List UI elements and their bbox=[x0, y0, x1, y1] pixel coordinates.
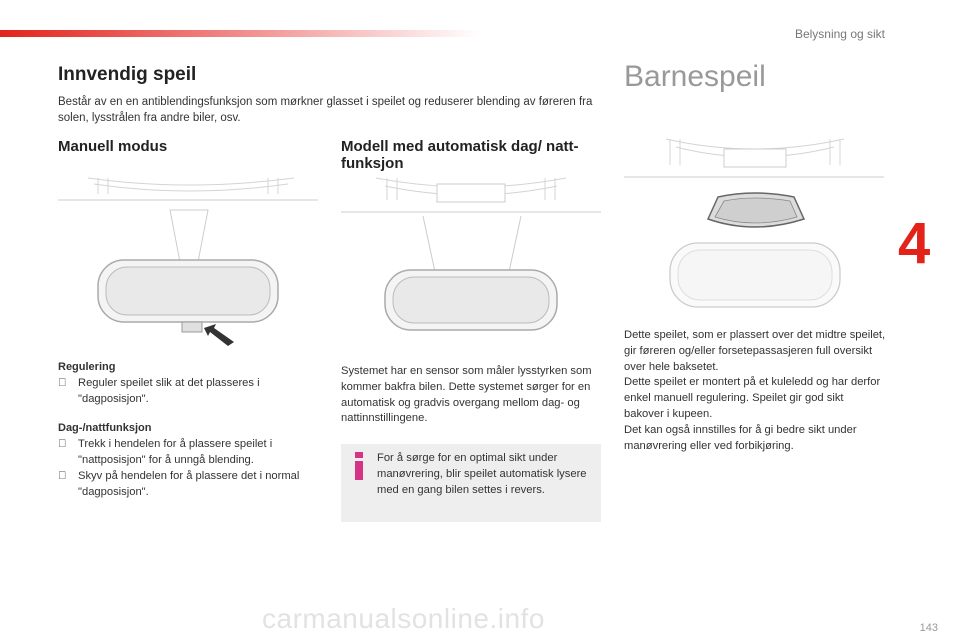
automatic-mirror-illustration bbox=[341, 170, 603, 350]
section-header: Belysning og sikt bbox=[794, 27, 885, 41]
list-item bbox=[58, 437, 313, 469]
heading-manuell-modus: Manuell modus bbox=[58, 138, 168, 155]
bullet-icon bbox=[58, 469, 78, 501]
section-title-innvendig-speil: Innvendig speil bbox=[58, 64, 197, 85]
section-title-barnespeil: Barnespeil bbox=[624, 60, 766, 93]
bullet-icon bbox=[58, 437, 78, 469]
dag-natt-label: Dag-/nattfunksjon bbox=[58, 422, 152, 435]
top-accent-bar bbox=[0, 30, 480, 37]
natt-item-1: Trekk i hendelen for å plassere speilet i "nattposisjon" for å unngå blending. bbox=[78, 438, 273, 466]
info-icon bbox=[350, 452, 368, 480]
page-number: 143 bbox=[919, 622, 938, 634]
child-mirror-illustration bbox=[624, 135, 886, 335]
bullet-icon bbox=[58, 376, 78, 408]
list-item bbox=[58, 376, 313, 408]
list-item bbox=[58, 469, 313, 501]
heading-automatisk: Modell med automatisk dag/ natt-funksjon bbox=[341, 138, 579, 172]
info-box bbox=[341, 444, 601, 522]
chapter-number: 4 bbox=[898, 211, 931, 276]
natt-item-2: Skyv på hendelen for å plassere det i normal "dagposisjon". bbox=[78, 469, 300, 498]
manual-mode-text bbox=[58, 360, 313, 500]
regulering-label: Regulering bbox=[58, 361, 116, 373]
regulering-item: Reguler speilet slik at det plasseres i "dagposisjon". bbox=[78, 376, 260, 405]
watermark-text: carmanualsonline.info bbox=[262, 603, 545, 634]
manual-mirror-illustration bbox=[58, 170, 320, 350]
child-mirror-description: Dette speilet, som er plassert over det midtre speilet, gir føreren og/eller forsetepassasjeren full oversikt over hele baksetet. Dette speilet er montert på et kuleledd og har derfor enkel manuell regulering. Speilet gir god sikt bakover i kupeen. Det kan også innstilles for å gi bedre sikt under manøvrering eller ved forbikjøring. bbox=[624, 329, 886, 452]
automatic-description: Systemet har en sensor som måler lysstyrken som kommer bakfra bilen. Dette systemet sørger for en automatisk og gradvis overgang mellom dag- og nattinnstillingene. bbox=[341, 365, 592, 425]
info-text: For å sørge for en optimal sikt under manøvrering, blir speilet automatisk lysere med en gang bilen settes i revers. bbox=[377, 452, 587, 496]
intro-paragraph: Består av en en antiblendingsfunksjon som mørkner glasset i speilet og reduserer blending av føreren fra solen, lysstrålen fra andre biler, osv. bbox=[58, 96, 593, 124]
